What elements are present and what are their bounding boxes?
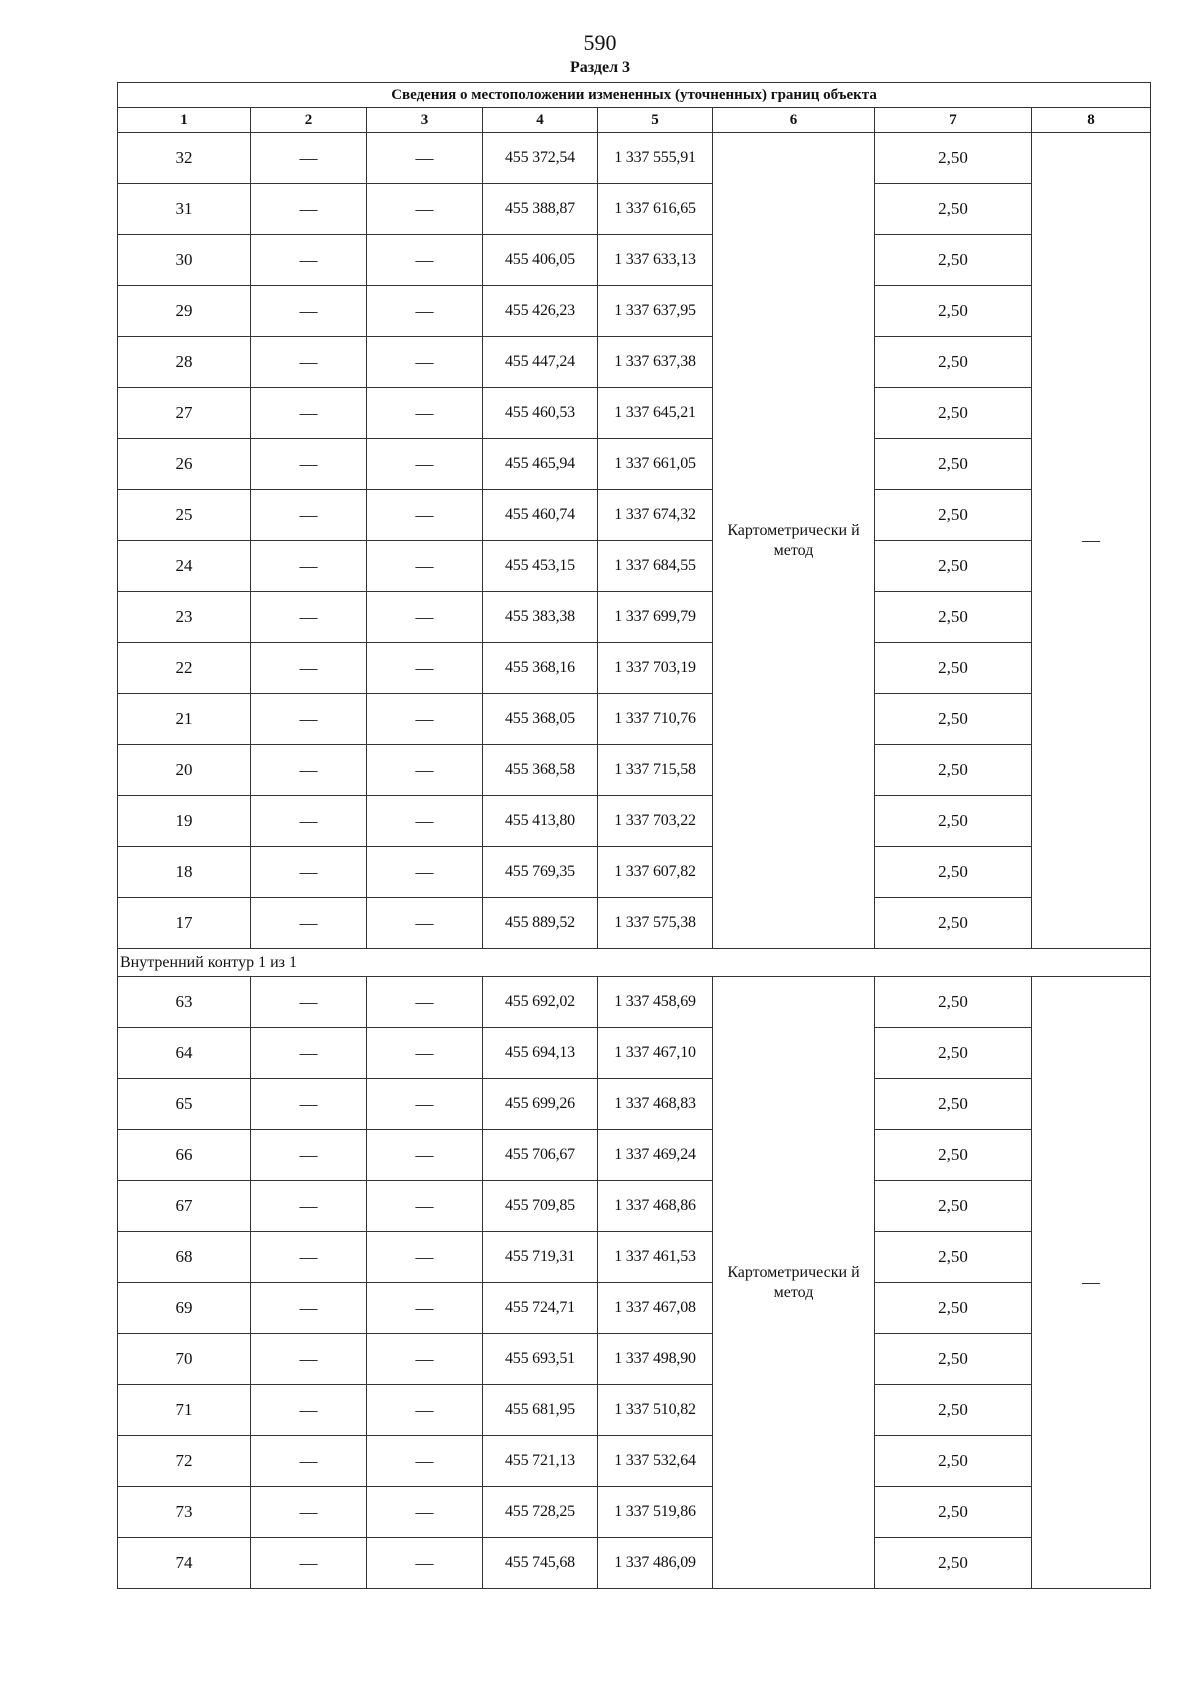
- column-2-cell: —: [251, 796, 367, 847]
- coord-y-cell: 1 337 703,22: [598, 796, 713, 847]
- accuracy-cell: 2,50: [875, 1385, 1032, 1436]
- point-number-cell: 21: [118, 694, 251, 745]
- table-header-row: [118, 108, 1151, 133]
- column-3-cell: —: [367, 1385, 483, 1436]
- column-2-cell: —: [251, 541, 367, 592]
- coord-x-cell: 455 368,16: [483, 643, 598, 694]
- accuracy-cell: 2,50: [875, 1181, 1032, 1232]
- coord-y-cell: 1 337 607,82: [598, 847, 713, 898]
- accuracy-cell: 2,50: [875, 1334, 1032, 1385]
- table-row: [118, 1487, 1151, 1538]
- accuracy-cell: 2,50: [875, 133, 1032, 184]
- point-number-cell: 74: [118, 1538, 251, 1589]
- accuracy-cell: 2,50: [875, 977, 1032, 1028]
- coord-x-cell: 455 413,80: [483, 796, 598, 847]
- coord-x-cell: 455 447,24: [483, 337, 598, 388]
- column-3-cell: —: [367, 1130, 483, 1181]
- accuracy-cell: 2,50: [875, 337, 1032, 388]
- section-title: Раздел 3: [569, 59, 631, 76]
- point-number-cell: 73: [118, 1487, 251, 1538]
- coord-x-cell: 455 719,31: [483, 1232, 598, 1283]
- column-3-cell: —: [367, 1436, 483, 1487]
- page-number: 590: [583, 30, 617, 55]
- accuracy-cell: 2,50: [875, 439, 1032, 490]
- column-3-cell: —: [367, 1283, 483, 1334]
- accuracy-cell: 2,50: [875, 694, 1032, 745]
- column-2-cell: —: [251, 133, 367, 184]
- coord-y-cell: 1 337 458,69: [598, 977, 713, 1028]
- column-2-cell: —: [251, 1232, 367, 1283]
- coord-x-cell: 455 368,58: [483, 745, 598, 796]
- column-2-cell: —: [251, 1334, 367, 1385]
- point-number-cell: 26: [118, 439, 251, 490]
- coord-y-cell: 1 337 637,38: [598, 337, 713, 388]
- point-number-cell: 27: [118, 388, 251, 439]
- table-row: [118, 1028, 1151, 1079]
- coord-x-cell: 455 694,13: [483, 1028, 598, 1079]
- table-row: [118, 286, 1151, 337]
- column-header: 3: [367, 108, 483, 133]
- coord-x-cell: 455 724,71: [483, 1283, 598, 1334]
- accuracy-cell: 2,50: [875, 592, 1032, 643]
- accuracy-cell: 2,50: [875, 796, 1032, 847]
- column-2-cell: —: [251, 1181, 367, 1232]
- table-row: [118, 541, 1151, 592]
- coord-x-cell: 455 460,74: [483, 490, 598, 541]
- coord-x-cell: 455 699,26: [483, 1079, 598, 1130]
- point-number-cell: 72: [118, 1436, 251, 1487]
- table-row: [118, 337, 1151, 388]
- accuracy-cell: 2,50: [875, 1130, 1032, 1181]
- table-row: [118, 694, 1151, 745]
- point-number-cell: 30: [118, 235, 251, 286]
- coord-x-cell: 455 372,54: [483, 133, 598, 184]
- column-2-cell: —: [251, 898, 367, 949]
- coord-x-cell: 455 706,67: [483, 1130, 598, 1181]
- accuracy-cell: 2,50: [875, 1487, 1032, 1538]
- column-2-cell: —: [251, 490, 367, 541]
- accuracy-cell: 2,50: [875, 898, 1032, 949]
- column-header: 8: [1032, 108, 1151, 133]
- column-2-cell: —: [251, 1028, 367, 1079]
- point-number-cell: 28: [118, 337, 251, 388]
- accuracy-cell: 2,50: [875, 388, 1032, 439]
- coord-y-cell: 1 337 637,95: [598, 286, 713, 337]
- column-2-cell: —: [251, 1283, 367, 1334]
- table-row: [118, 388, 1151, 439]
- accuracy-cell: 2,50: [875, 184, 1032, 235]
- column-header: 1: [118, 108, 251, 133]
- column-header: 4: [483, 108, 598, 133]
- inner-contour-label: Внутренний контур 1 из 1: [118, 949, 1151, 977]
- column-2-cell: —: [251, 847, 367, 898]
- column-header: 7: [875, 108, 1032, 133]
- column-3-cell: —: [367, 490, 483, 541]
- coord-y-cell: 1 337 684,55: [598, 541, 713, 592]
- coord-y-cell: 1 337 468,83: [598, 1079, 713, 1130]
- point-number-cell: 17: [118, 898, 251, 949]
- table-row: [118, 184, 1151, 235]
- accuracy-cell: 2,50: [875, 1028, 1032, 1079]
- table-row: [118, 1436, 1151, 1487]
- point-number-cell: 25: [118, 490, 251, 541]
- point-number-cell: 31: [118, 184, 251, 235]
- column-3-cell: —: [367, 388, 483, 439]
- coord-x-cell: 455 406,05: [483, 235, 598, 286]
- column-3-cell: —: [367, 1232, 483, 1283]
- table-row: [118, 847, 1151, 898]
- coord-y-cell: 1 337 461,53: [598, 1232, 713, 1283]
- point-number-cell: 65: [118, 1079, 251, 1130]
- column-2-cell: —: [251, 1538, 367, 1589]
- table-row: [118, 490, 1151, 541]
- table-row: [118, 592, 1151, 643]
- column-3-cell: —: [367, 286, 483, 337]
- table-row: [118, 1130, 1151, 1181]
- column-2-cell: —: [251, 235, 367, 286]
- point-number-cell: 64: [118, 1028, 251, 1079]
- coord-x-cell: 455 709,85: [483, 1181, 598, 1232]
- coord-x-cell: 455 453,15: [483, 541, 598, 592]
- column-2-cell: —: [251, 1385, 367, 1436]
- coord-y-cell: 1 337 710,76: [598, 694, 713, 745]
- coord-x-cell: 455 692,02: [483, 977, 598, 1028]
- column-3-cell: —: [367, 541, 483, 592]
- table-row: [118, 1385, 1151, 1436]
- accuracy-cell: 2,50: [875, 1232, 1032, 1283]
- coord-y-cell: 1 337 467,10: [598, 1028, 713, 1079]
- table-row: [118, 1283, 1151, 1334]
- accuracy-cell: 2,50: [875, 1079, 1032, 1130]
- point-number-cell: 70: [118, 1334, 251, 1385]
- point-number-cell: 18: [118, 847, 251, 898]
- accuracy-cell: 2,50: [875, 541, 1032, 592]
- coord-x-cell: 455 721,13: [483, 1436, 598, 1487]
- coord-y-cell: 1 337 519,86: [598, 1487, 713, 1538]
- coord-x-cell: 455 693,51: [483, 1334, 598, 1385]
- column-8-cell: —: [1032, 133, 1151, 949]
- column-2-cell: —: [251, 694, 367, 745]
- coord-x-cell: 455 745,68: [483, 1538, 598, 1589]
- point-number-cell: 71: [118, 1385, 251, 1436]
- coord-x-cell: 455 426,23: [483, 286, 598, 337]
- point-number-cell: 32: [118, 133, 251, 184]
- coord-x-cell: 455 769,35: [483, 847, 598, 898]
- accuracy-cell: 2,50: [875, 286, 1032, 337]
- point-number-cell: 22: [118, 643, 251, 694]
- column-3-cell: —: [367, 439, 483, 490]
- column-2-cell: —: [251, 439, 367, 490]
- point-number-cell: 69: [118, 1283, 251, 1334]
- coord-x-cell: 455 368,05: [483, 694, 598, 745]
- point-number-cell: 19: [118, 796, 251, 847]
- column-3-cell: —: [367, 1028, 483, 1079]
- column-3-cell: —: [367, 133, 483, 184]
- method-cell: Картометрически й метод: [713, 977, 875, 1589]
- coord-y-cell: 1 337 633,13: [598, 235, 713, 286]
- coord-y-cell: 1 337 498,90: [598, 1334, 713, 1385]
- coord-y-cell: 1 337 575,38: [598, 898, 713, 949]
- column-2-cell: —: [251, 1436, 367, 1487]
- column-3-cell: —: [367, 1334, 483, 1385]
- column-3-cell: —: [367, 184, 483, 235]
- table-row: [118, 1232, 1151, 1283]
- coord-x-cell: 455 728,25: [483, 1487, 598, 1538]
- column-2-cell: —: [251, 337, 367, 388]
- column-2-cell: —: [251, 184, 367, 235]
- point-number-cell: 29: [118, 286, 251, 337]
- coord-x-cell: 455 460,53: [483, 388, 598, 439]
- column-3-cell: —: [367, 643, 483, 694]
- inner-contour-row: [118, 949, 1151, 977]
- coord-y-cell: 1 337 467,08: [598, 1283, 713, 1334]
- method-cell: Картометрически й метод: [713, 133, 875, 949]
- point-number-cell: 67: [118, 1181, 251, 1232]
- table-row: [118, 1538, 1151, 1589]
- point-number-cell: 63: [118, 977, 251, 1028]
- point-number-cell: 66: [118, 1130, 251, 1181]
- column-2-cell: —: [251, 977, 367, 1028]
- column-3-cell: —: [367, 1079, 483, 1130]
- coord-y-cell: 1 337 555,91: [598, 133, 713, 184]
- column-8-cell: —: [1032, 977, 1151, 1589]
- point-number-cell: 24: [118, 541, 251, 592]
- coord-y-cell: 1 337 661,05: [598, 439, 713, 490]
- column-3-cell: —: [367, 847, 483, 898]
- column-3-cell: —: [367, 592, 483, 643]
- table-row: [118, 1334, 1151, 1385]
- column-3-cell: —: [367, 1538, 483, 1589]
- column-3-cell: —: [367, 1487, 483, 1538]
- coord-y-cell: 1 337 486,09: [598, 1538, 713, 1589]
- coord-y-cell: 1 337 510,82: [598, 1385, 713, 1436]
- boundary-table: [117, 82, 1151, 1589]
- accuracy-cell: 2,50: [875, 1283, 1032, 1334]
- table-row: [118, 1181, 1151, 1232]
- column-2-cell: —: [251, 1079, 367, 1130]
- table-row: [118, 643, 1151, 694]
- column-3-cell: —: [367, 977, 483, 1028]
- coord-x-cell: 455 889,52: [483, 898, 598, 949]
- column-2-cell: —: [251, 745, 367, 796]
- coord-x-cell: 455 681,95: [483, 1385, 598, 1436]
- table-row: [118, 745, 1151, 796]
- table-row: [118, 796, 1151, 847]
- accuracy-cell: 2,50: [875, 490, 1032, 541]
- accuracy-cell: 2,50: [875, 643, 1032, 694]
- table-title: Сведения о местоположении измененных (уточненных) границ объекта: [118, 83, 1151, 108]
- coord-y-cell: 1 337 469,24: [598, 1130, 713, 1181]
- coord-x-cell: 455 388,87: [483, 184, 598, 235]
- column-2-cell: —: [251, 1130, 367, 1181]
- coord-y-cell: 1 337 674,32: [598, 490, 713, 541]
- column-2-cell: —: [251, 286, 367, 337]
- coord-y-cell: 1 337 616,65: [598, 184, 713, 235]
- table-row: [118, 898, 1151, 949]
- table-row: [118, 977, 1151, 1028]
- column-2-cell: —: [251, 388, 367, 439]
- column-3-cell: —: [367, 235, 483, 286]
- column-2-cell: —: [251, 592, 367, 643]
- coord-y-cell: 1 337 532,64: [598, 1436, 713, 1487]
- accuracy-cell: 2,50: [875, 1436, 1032, 1487]
- column-3-cell: —: [367, 796, 483, 847]
- point-number-cell: 23: [118, 592, 251, 643]
- point-number-cell: 20: [118, 745, 251, 796]
- column-3-cell: —: [367, 337, 483, 388]
- table-row: [118, 235, 1151, 286]
- coord-x-cell: 455 383,38: [483, 592, 598, 643]
- coord-x-cell: 455 465,94: [483, 439, 598, 490]
- column-2-cell: —: [251, 1487, 367, 1538]
- coord-y-cell: 1 337 645,21: [598, 388, 713, 439]
- coord-y-cell: 1 337 715,58: [598, 745, 713, 796]
- column-2-cell: —: [251, 643, 367, 694]
- column-header: 6: [713, 108, 875, 133]
- column-3-cell: —: [367, 745, 483, 796]
- table-row: [118, 439, 1151, 490]
- column-3-cell: —: [367, 898, 483, 949]
- column-3-cell: —: [367, 1181, 483, 1232]
- table-row: [118, 133, 1151, 184]
- column-3-cell: —: [367, 694, 483, 745]
- coord-y-cell: 1 337 699,79: [598, 592, 713, 643]
- table-row: [118, 1079, 1151, 1130]
- coord-y-cell: 1 337 468,86: [598, 1181, 713, 1232]
- accuracy-cell: 2,50: [875, 745, 1032, 796]
- column-header: 5: [598, 108, 713, 133]
- accuracy-cell: 2,50: [875, 847, 1032, 898]
- accuracy-cell: 2,50: [875, 1538, 1032, 1589]
- point-number-cell: 68: [118, 1232, 251, 1283]
- accuracy-cell: 2,50: [875, 235, 1032, 286]
- column-header: 2: [251, 108, 367, 133]
- table-title-row: [118, 83, 1151, 108]
- coord-y-cell: 1 337 703,19: [598, 643, 713, 694]
